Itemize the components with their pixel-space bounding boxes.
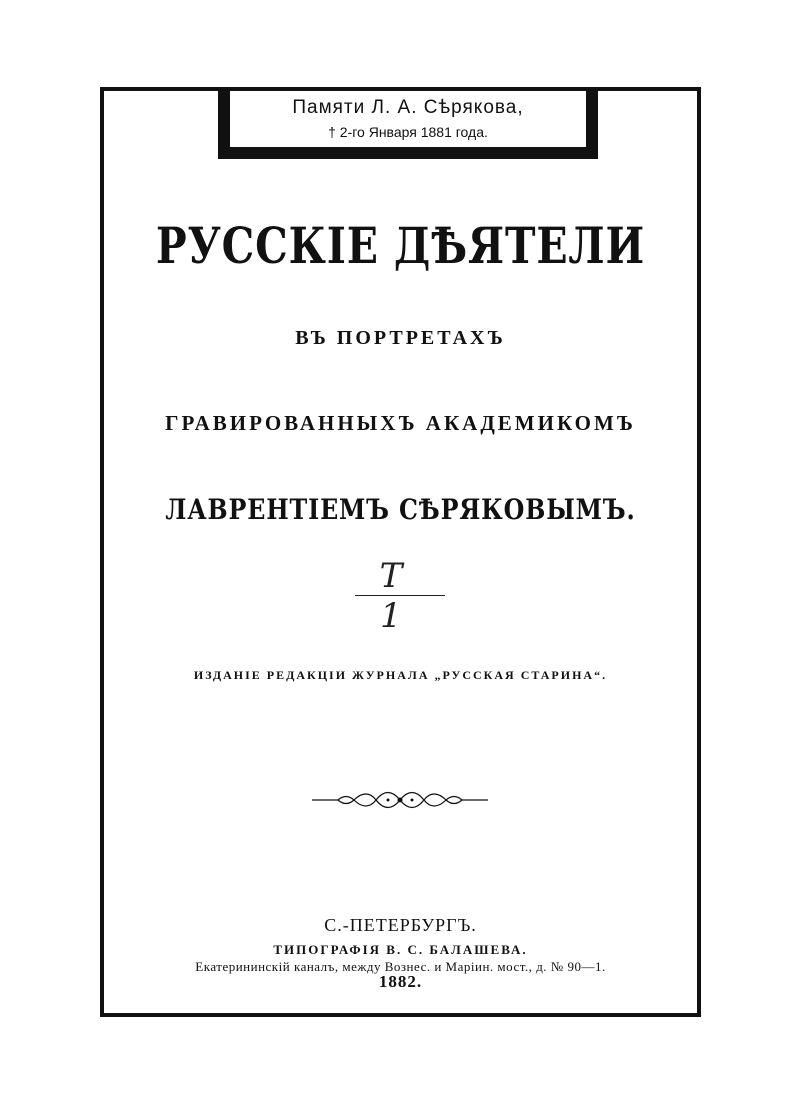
memorial-dedication: Памяти Л. А. Сѣрякова, (292, 97, 524, 118)
ornament-divider-icon (312, 790, 488, 810)
volume-underline (355, 595, 445, 596)
subtitle-engraver-name: ЛАВРЕНТІЕМЪ СѢРЯКОВЫМЪ. (165, 493, 636, 526)
book-title: РУССКІЕ ДѢЯТЕЛИ (155, 216, 646, 275)
memorial-box (218, 87, 598, 159)
subtitle-portraits: ВЪ ПОРТРЕТАХЪ (295, 327, 506, 349)
imprint-year: 1882. (378, 972, 423, 991)
imprint-city: С.-ПЕТЕРБУРГЪ. (324, 915, 477, 935)
edition-line: ИЗДАНІЕ РЕДАКЦІИ ЖУРНАЛА „РУССКАЯ СТАРИНА“. (193, 668, 608, 682)
imprint-address: Екатерининскій каналъ, между Вознес. и Маріин. мост., д. № 90—1. (195, 959, 606, 974)
subtitle-engraved: ГРАВИРОВАННЫХЪ АКАДЕМИКОМЪ (165, 411, 636, 435)
volume-handwritten: Т 1 (379, 556, 421, 636)
volume-mark (355, 556, 445, 636)
imprint-printer: ТИПОГРАФІЯ В. С. БАЛАШЕВА. (273, 942, 528, 957)
memorial-date: † 2-го Января 1881 года. (328, 124, 488, 140)
